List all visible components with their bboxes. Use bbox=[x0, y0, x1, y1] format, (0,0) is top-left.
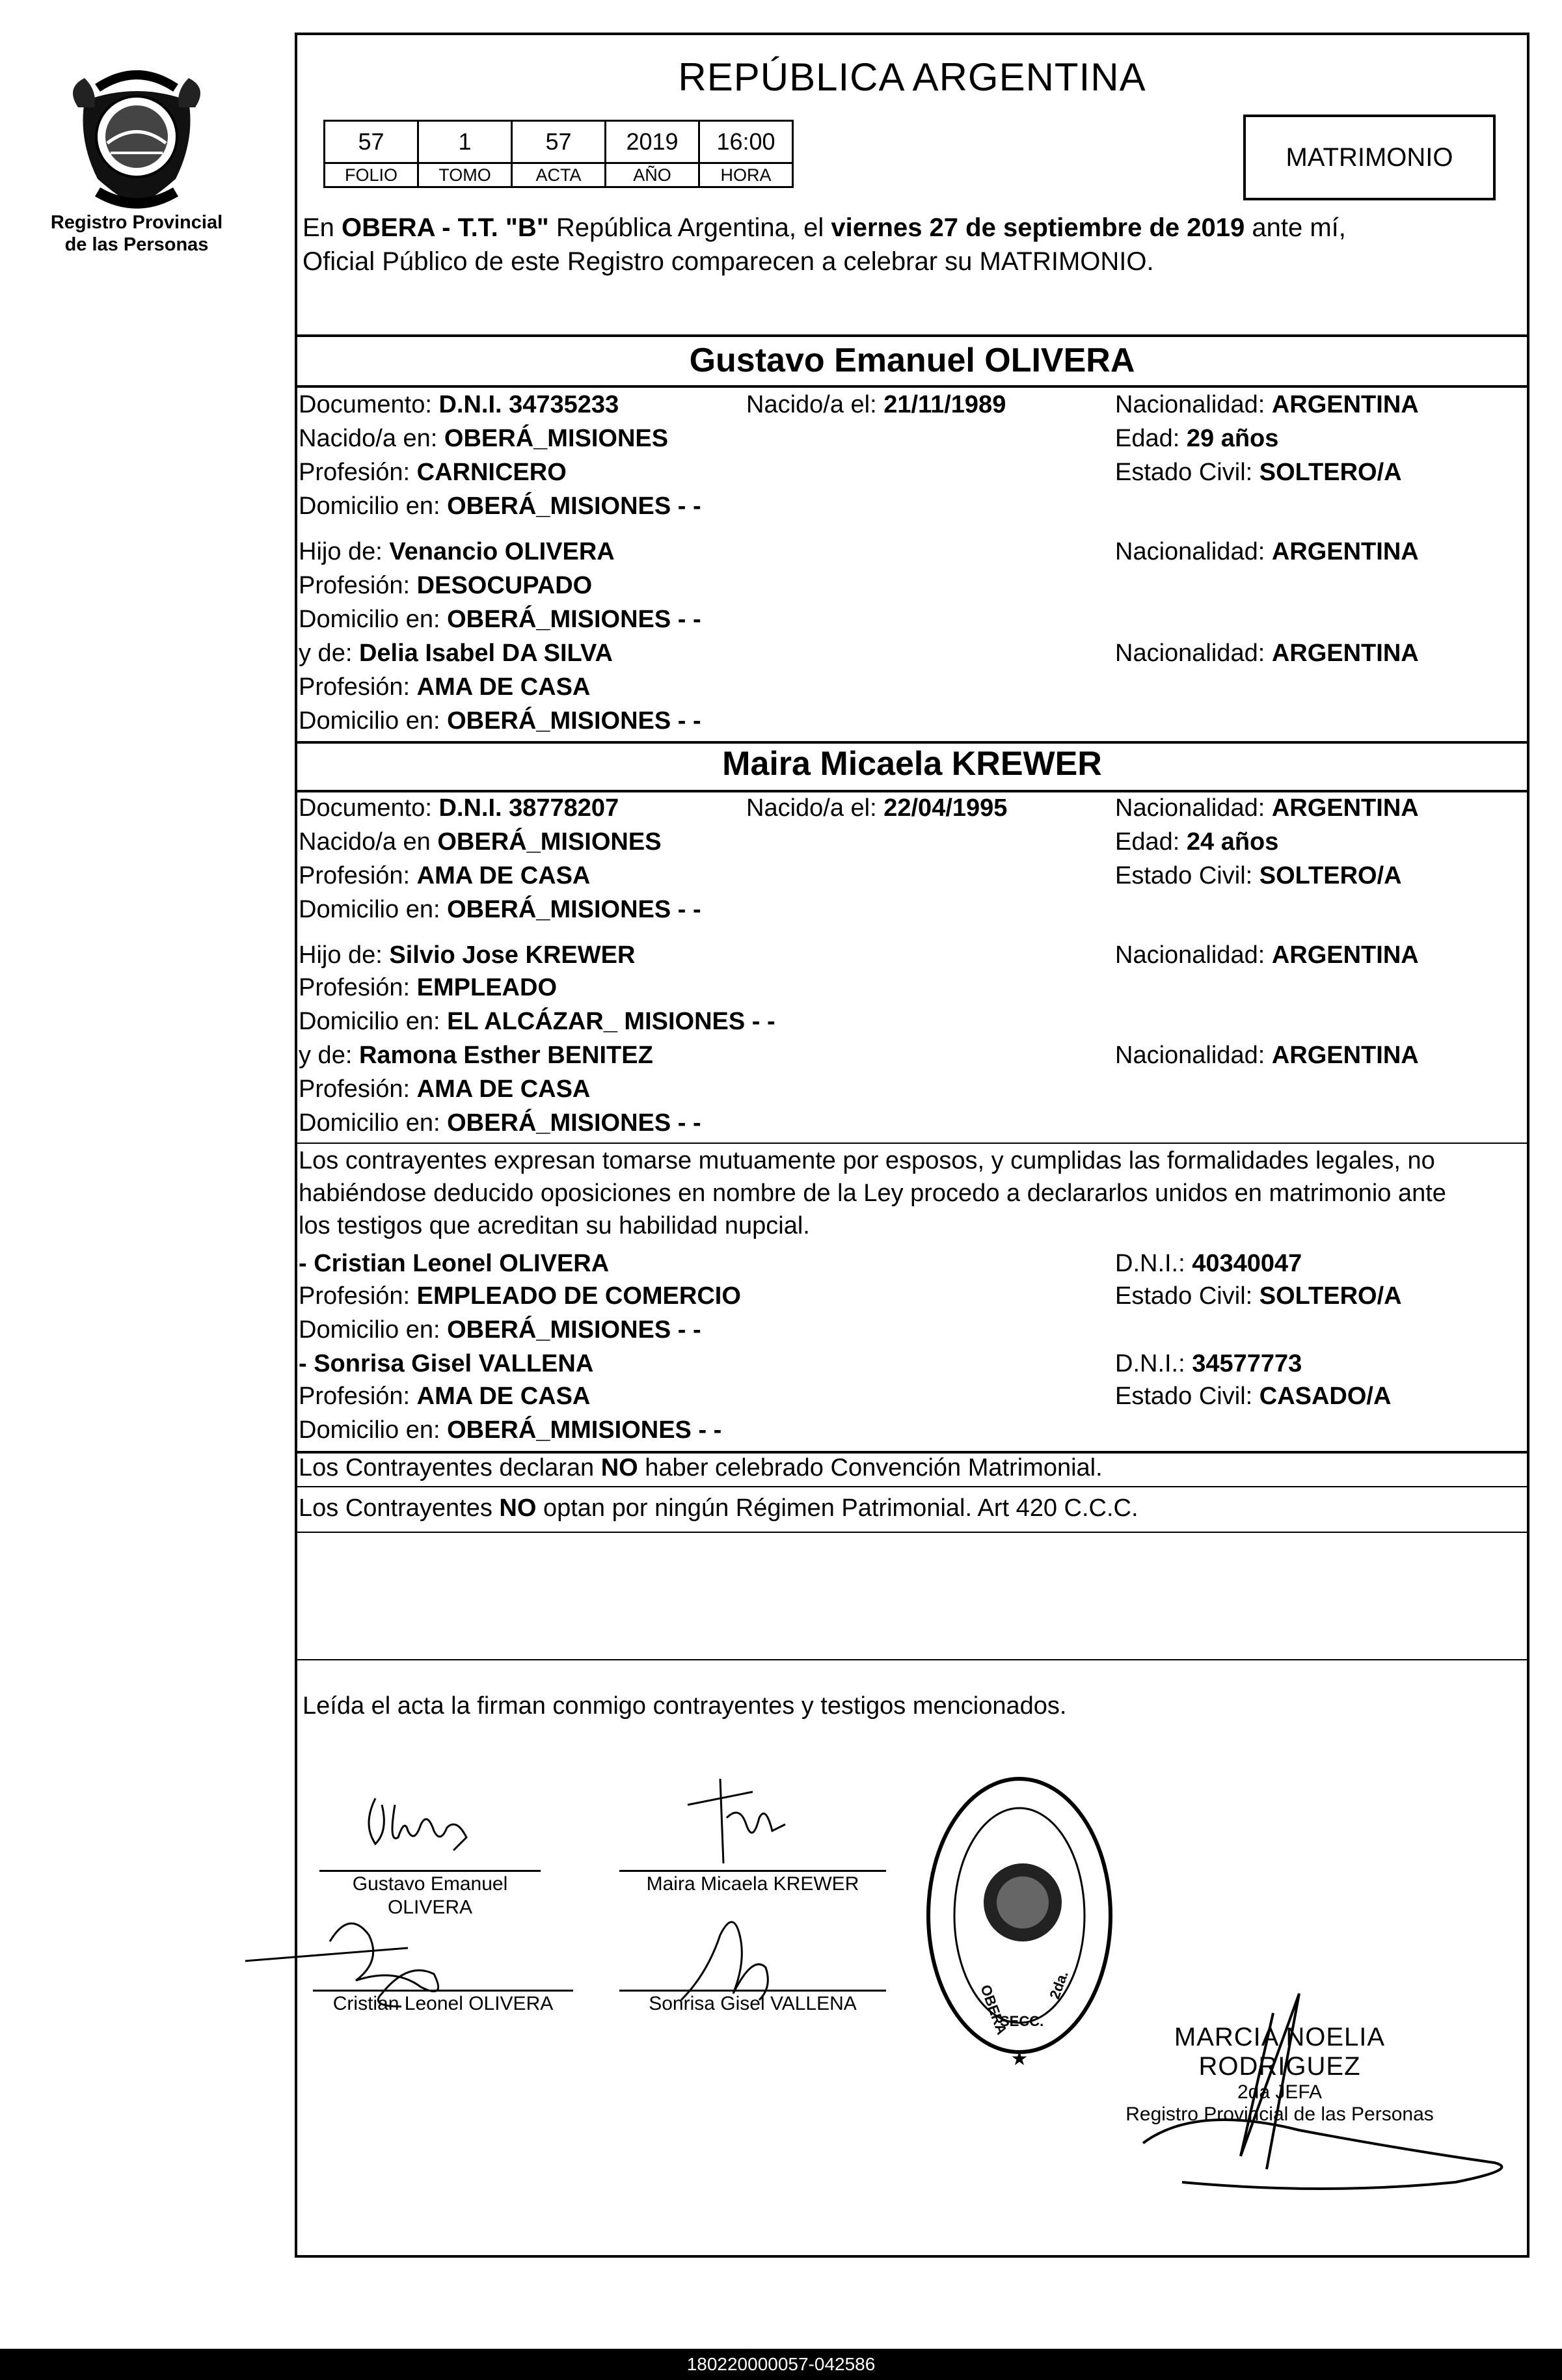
label: y de: bbox=[299, 640, 359, 667]
label: Documento: bbox=[299, 794, 439, 822]
testigo2-estado-civil bbox=[1115, 1381, 1391, 1412]
c1-domicilio bbox=[299, 491, 701, 522]
value: 40340047 bbox=[1192, 1250, 1302, 1277]
label: Edad: bbox=[1115, 828, 1187, 856]
value: 34577773 bbox=[1192, 1350, 1302, 1377]
intro-text: ante mí, bbox=[1245, 213, 1346, 242]
acta-type-box: MATRIMONIO bbox=[1243, 115, 1496, 200]
testigo2-nombre: - Sonrisa Gisel VALLENA bbox=[299, 1350, 594, 1377]
value: OBERÁ_MISIONES - - bbox=[447, 707, 701, 735]
label: Nacionalidad: bbox=[1115, 538, 1272, 565]
value: AMA DE CASA bbox=[416, 862, 591, 889]
testigo1-estado-civil bbox=[1115, 1280, 1402, 1312]
c1-estado-civil bbox=[1115, 457, 1402, 488]
svg-text:2da.: 2da. bbox=[1046, 1968, 1071, 2001]
firma-testigo1: Cristian Leonel OLIVERA bbox=[332, 1993, 554, 2014]
label: Nacionalidad: bbox=[1115, 640, 1272, 667]
province-seal-icon bbox=[59, 62, 215, 211]
c1-nacionalidad bbox=[1115, 389, 1419, 420]
c2-nacido-el bbox=[746, 792, 1007, 824]
value: ARGENTINA bbox=[1271, 794, 1419, 822]
value: OBERÁ_MISIONES bbox=[444, 425, 669, 452]
label: Nacido/a en: bbox=[299, 425, 444, 452]
value: OBERÁ_MISIONES - - bbox=[447, 1109, 701, 1137]
firma-text: OLIVERA bbox=[387, 1897, 473, 1918]
value: NO bbox=[499, 1494, 537, 1522]
acta-frame bbox=[295, 33, 1529, 2258]
label: Domicilio en: bbox=[299, 1109, 448, 1137]
value: ARGENTINA bbox=[1271, 1042, 1419, 1069]
value: AMA DE CASA bbox=[416, 1075, 591, 1103]
divider bbox=[297, 1143, 1527, 1144]
value: ARGENTINA bbox=[1271, 941, 1419, 969]
c1-madre-profesion bbox=[299, 671, 590, 703]
tomo-label: TOMO bbox=[418, 163, 512, 187]
value: OBERÁ_MISIONES - - bbox=[447, 896, 701, 923]
signature-line bbox=[319, 1870, 541, 1872]
signature-line bbox=[313, 1990, 573, 1992]
label: Estado Civil: bbox=[1115, 459, 1259, 486]
label: Domicilio en: bbox=[299, 493, 448, 520]
label: D.N.I.: bbox=[1115, 1250, 1192, 1277]
c1-nacido-el bbox=[746, 389, 1006, 420]
document-code-bar: 180220000057-042586 bbox=[0, 2349, 1562, 2380]
divider bbox=[297, 741, 1527, 744]
c2-madre-profesion bbox=[299, 1074, 590, 1105]
leida-text: Leída el acta la firman conmigo contrayentes y testigos mencionados. bbox=[303, 1692, 1067, 1720]
acta-label: ACTA bbox=[512, 163, 606, 187]
hora-label: HORA bbox=[699, 163, 793, 187]
c1-documento bbox=[299, 389, 619, 420]
label: Nacionalidad: bbox=[1115, 941, 1272, 969]
c2-padre-profesion bbox=[299, 972, 557, 1003]
label: Nacionalidad: bbox=[1115, 1042, 1272, 1069]
c2-padre bbox=[299, 940, 635, 971]
firma-text: Gustavo Emanuel bbox=[352, 1873, 508, 1895]
value: SOLTERO/A bbox=[1259, 459, 1402, 486]
c1-edad bbox=[1115, 423, 1278, 454]
label: y de: bbox=[299, 1042, 359, 1069]
label: Nacido/a en bbox=[299, 828, 438, 856]
label: Domicilio en: bbox=[299, 606, 448, 633]
label: Nacido/a el: bbox=[746, 794, 884, 822]
value: SOLTERO/A bbox=[1259, 862, 1402, 889]
text: haber celebrado Convención Matrimonial. bbox=[638, 1454, 1103, 1481]
c2-padre-nacionalidad bbox=[1115, 940, 1419, 971]
acta-value: 57 bbox=[512, 121, 606, 163]
value: SOLTERO/A bbox=[1259, 1282, 1402, 1310]
testigo1-domicilio bbox=[299, 1314, 701, 1346]
label: Documento: bbox=[299, 391, 439, 418]
label: Profesión: bbox=[299, 1282, 417, 1310]
divider bbox=[297, 385, 1527, 388]
official-stamp-icon bbox=[902, 1753, 1137, 2078]
testigo1-profesion bbox=[299, 1280, 741, 1312]
value: ARGENTINA bbox=[1271, 640, 1419, 667]
value: OBERÁ_MISIONES bbox=[437, 828, 662, 856]
value: 22/04/1995 bbox=[883, 794, 1008, 822]
label: Profesión: bbox=[299, 673, 417, 701]
official-signature-icon bbox=[1130, 1987, 1520, 2202]
registry-name-line1: Registro Provincial bbox=[50, 212, 223, 233]
value: AMA DE CASA bbox=[416, 1383, 591, 1410]
divider bbox=[297, 1486, 1527, 1487]
label: Estado Civil: bbox=[1115, 1282, 1259, 1310]
label: D.N.I.: bbox=[1115, 1350, 1192, 1377]
c1-padre-profesion bbox=[299, 570, 592, 601]
value: AMA DE CASA bbox=[416, 673, 591, 701]
c1-padre-nacionalidad bbox=[1115, 536, 1419, 567]
label: Profesión: bbox=[299, 974, 417, 1001]
intro-text: República Argentina, el bbox=[548, 213, 831, 242]
value: NO bbox=[600, 1454, 638, 1481]
contrayente1-name: Gustavo Emanuel OLIVERA bbox=[689, 342, 1135, 379]
value: CARNICERO bbox=[416, 459, 567, 486]
svg-text:OBERA: OBERA bbox=[977, 1982, 1010, 2037]
value: D.N.I. 38778207 bbox=[438, 794, 619, 822]
label: Nacionalidad: bbox=[1115, 391, 1272, 418]
folio-value: 57 bbox=[325, 121, 418, 163]
label: Domicilio en: bbox=[299, 1316, 448, 1344]
anio-value: 2019 bbox=[606, 121, 699, 163]
label: Profesión: bbox=[299, 572, 417, 599]
value: Ramona Esther BENITEZ bbox=[358, 1042, 653, 1069]
signature-2-icon bbox=[655, 1766, 811, 1883]
oficial-registro: Registro Provincial de las Personas bbox=[1125, 2103, 1434, 2125]
c1-madre-domicilio bbox=[299, 705, 701, 737]
label: Edad: bbox=[1115, 425, 1187, 452]
svg-text:★: ★ bbox=[1010, 2048, 1029, 2070]
value: 29 años bbox=[1186, 425, 1279, 452]
label: Estado Civil: bbox=[1115, 1383, 1259, 1410]
c2-nacido-en bbox=[299, 826, 662, 858]
value: CASADO/A bbox=[1259, 1383, 1392, 1410]
c1-nacido-en bbox=[299, 423, 668, 454]
firma-contrayente2: Maira Micaela KREWER bbox=[646, 1873, 859, 1895]
value: ARGENTINA bbox=[1271, 538, 1419, 565]
text: Los Contrayentes declaran bbox=[299, 1454, 601, 1481]
signature-line bbox=[619, 1990, 886, 1992]
value: EMPLEADO DE COMERCIO bbox=[416, 1282, 741, 1310]
signature-1-icon bbox=[336, 1766, 492, 1870]
declaracion-line-1: Los contrayentes expresan tomarse mutuamente por esposos, y cumplidas las formalidades legales, no bbox=[299, 1147, 1435, 1174]
label: Hijo de: bbox=[299, 941, 390, 969]
svg-text:SECC.: SECC. bbox=[1000, 2013, 1044, 2029]
divider bbox=[297, 334, 1527, 337]
label: Hijo de: bbox=[299, 538, 390, 565]
testigo1-nombre: - Cristian Leonel OLIVERA bbox=[299, 1250, 610, 1277]
c1-padre-domicilio bbox=[299, 604, 701, 635]
oficial-nombre: MARCIA NOELIA RODRIGUEZ bbox=[1174, 2023, 1386, 2081]
value: ARGENTINA bbox=[1271, 391, 1419, 418]
testigo2-domicilio bbox=[299, 1414, 721, 1446]
c2-madre bbox=[299, 1040, 653, 1071]
intro-text: En bbox=[303, 213, 342, 242]
c1-madre-nacionalidad bbox=[1115, 638, 1419, 669]
value: OBERÁ_MISIONES - - bbox=[447, 1316, 701, 1344]
regimen-line bbox=[299, 1493, 1138, 1524]
convencion-line bbox=[299, 1452, 1103, 1483]
intro-lugar: OBERA - T.T. "B" bbox=[342, 213, 549, 242]
c2-domicilio bbox=[299, 894, 701, 925]
c1-padre bbox=[299, 536, 615, 567]
contrayente2-name: Maira Micaela KREWER bbox=[722, 745, 1102, 783]
c2-madre-nacionalidad bbox=[1115, 1040, 1419, 1071]
value: DESOCUPADO bbox=[416, 572, 593, 599]
c2-documento bbox=[299, 792, 619, 824]
label: Profesión: bbox=[299, 1383, 417, 1410]
testigo2-dni bbox=[1115, 1348, 1302, 1379]
value: OBERÁ_MMISIONES - - bbox=[447, 1416, 722, 1444]
acta-reference-table bbox=[323, 120, 794, 188]
intro-line-2: Oficial Público de este Registro comparecen a celebrar su MATRIMONIO. bbox=[303, 247, 1154, 276]
oficial-cargo: 2da JEFA bbox=[1237, 2081, 1323, 2103]
value: 24 años bbox=[1186, 828, 1279, 856]
value: Silvio Jose KREWER bbox=[389, 941, 636, 969]
hora-value: 16:00 bbox=[699, 121, 793, 163]
divider bbox=[297, 1659, 1527, 1660]
c2-profesion bbox=[299, 860, 590, 891]
c2-edad bbox=[1115, 826, 1278, 858]
intro-fecha: viernes 27 de septiembre de 2019 bbox=[831, 213, 1245, 242]
label: Profesión: bbox=[299, 862, 417, 889]
label: Profesión: bbox=[299, 459, 417, 486]
label: Domicilio en: bbox=[299, 1416, 448, 1444]
testigo2-profesion bbox=[299, 1381, 590, 1412]
label: Nacionalidad: bbox=[1115, 794, 1272, 822]
text: optan por ningún Régimen Patrimonial. Art 420 C.C.C. bbox=[536, 1494, 1138, 1522]
label: Estado Civil: bbox=[1115, 862, 1259, 889]
c1-madre bbox=[299, 638, 613, 669]
label: Domicilio en: bbox=[299, 1008, 448, 1035]
value: EMPLEADO bbox=[416, 974, 558, 1001]
anio-label: AÑO bbox=[606, 163, 699, 187]
page-title: REPÚBLICA ARGENTINA bbox=[678, 55, 1146, 99]
intro-line-1 bbox=[303, 212, 1346, 243]
value: 21/11/1989 bbox=[883, 391, 1006, 418]
label: Profesión: bbox=[299, 1075, 417, 1103]
text: Los Contrayentes bbox=[299, 1494, 500, 1522]
signature-line bbox=[619, 1870, 886, 1872]
declaracion-line-3: los testigos que acreditan su habilidad nupcial. bbox=[299, 1212, 810, 1239]
c2-nacionalidad bbox=[1115, 792, 1419, 824]
label: Domicilio en: bbox=[299, 896, 448, 923]
c2-estado-civil bbox=[1115, 860, 1402, 891]
c2-padre-domicilio bbox=[299, 1006, 775, 1037]
label: Domicilio en: bbox=[299, 707, 448, 735]
c2-madre-domicilio bbox=[299, 1107, 701, 1139]
value: Venancio OLIVERA bbox=[389, 538, 615, 565]
value: EL ALCÁZAR_ MISIONES - - bbox=[447, 1008, 775, 1035]
tomo-value: 1 bbox=[418, 121, 512, 163]
label: Nacido/a el: bbox=[746, 391, 884, 418]
registry-logo bbox=[39, 62, 234, 256]
declaracion-line-2: habiéndose deducido oposiciones en nombre de la Ley procedo a declararlos unidos en matrimonio ante bbox=[299, 1180, 1446, 1207]
testigo1-dni bbox=[1115, 1248, 1302, 1279]
value: OBERÁ_MISIONES - - bbox=[447, 606, 701, 633]
divider bbox=[297, 1532, 1527, 1533]
c1-profesion bbox=[299, 457, 567, 488]
firma-testigo2: Sonrisa Gisel VALLENA bbox=[649, 1993, 857, 2014]
registry-name-line2: de las Personas bbox=[64, 234, 209, 255]
folio-label: FOLIO bbox=[325, 163, 418, 187]
value: OBERÁ_MISIONES - - bbox=[447, 493, 701, 520]
value: D.N.I. 34735233 bbox=[438, 391, 619, 418]
value: Delia Isabel DA SILVA bbox=[358, 640, 613, 667]
